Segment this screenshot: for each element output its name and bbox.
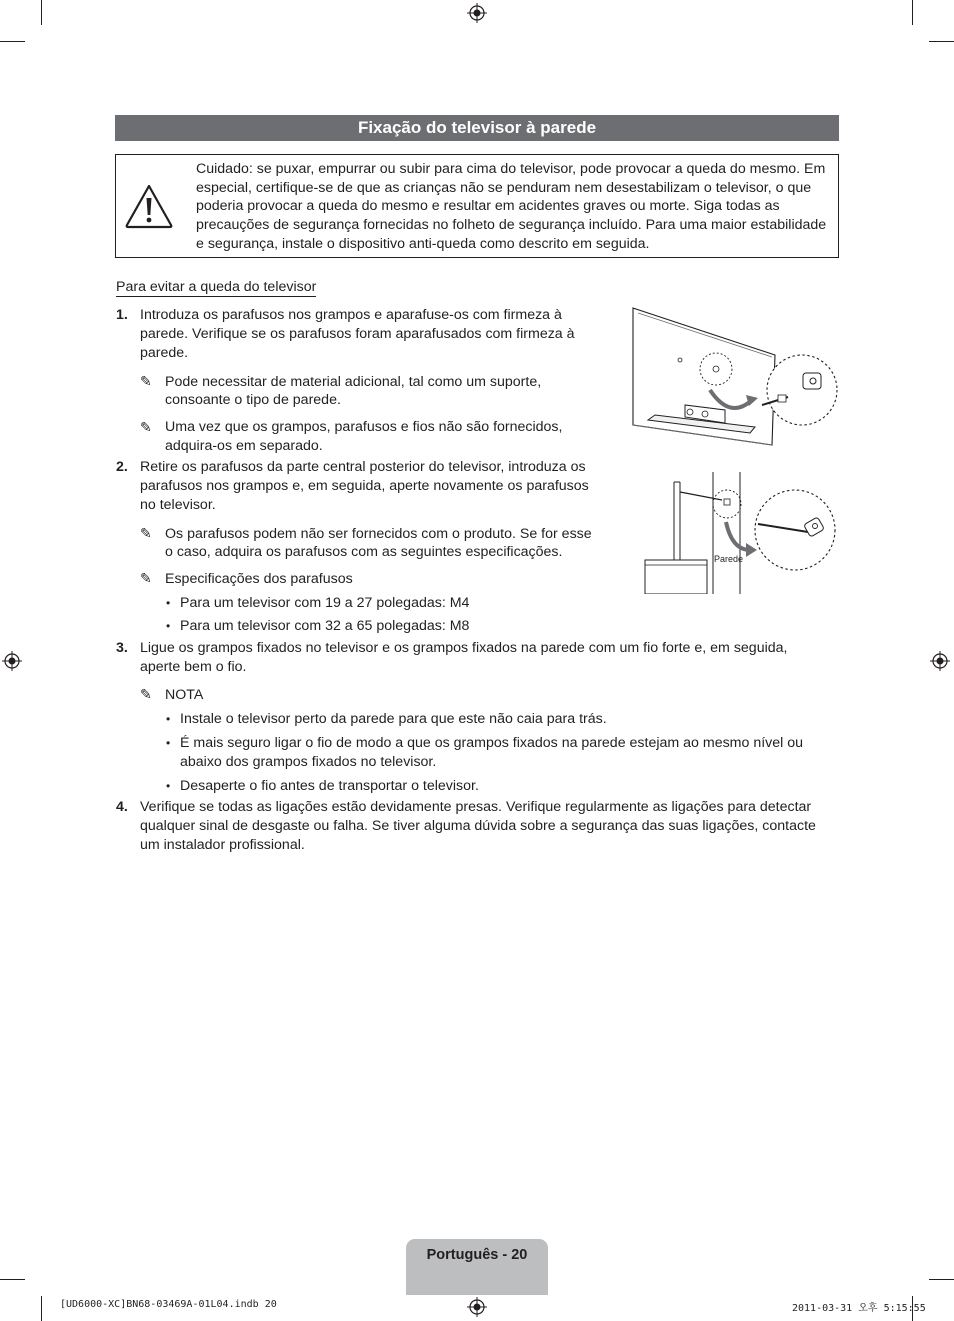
page-number: Português - 20 — [426, 1247, 528, 1263]
bullet-icon: • — [166, 712, 171, 726]
crop-mark — [929, 1279, 954, 1280]
step-line: Ligue os grampos fixados no televisor e os grampos fixados na parede com um fio forte e, em seguida, — [140, 640, 788, 656]
note-line: NOTA — [165, 687, 204, 703]
note-line: Especificações dos parafusos — [165, 571, 353, 587]
step-line: parede. — [140, 345, 189, 361]
caution-body: : se puxar, empurrar ou subir para cima do televisor, pode provocar a queda do mesmo. Em especial, certifique-se de que as crianças não se penduram nem desestabilizam o televisor, o que poderia provocar a queda do mesmo e resultar em acidentes graves ou morte. Siga todas as precauções de segurança fornecidas no folheto de segurança incluído. Para uma maior estabilidade e segurança, instale o dispositivo anti-queda como descrito em seguida. — [196, 161, 827, 252]
registration-mark-icon — [467, 3, 487, 23]
note-pen-icon: ✎ — [140, 570, 152, 586]
bullet-text: Para um televisor com 32 a 65 polegadas: M8 — [180, 618, 470, 634]
step-line: no televisor. — [140, 497, 216, 513]
note-line: o caso, adquira os parafusos com as seguintes especificações. — [165, 544, 563, 560]
note-line: Pode necessitar de material adicional, tal como um suporte, — [165, 374, 542, 390]
note-pen-icon: ✎ — [140, 373, 152, 389]
note-line: Uma vez que os grampos, parafusos e fios não são fornecidos, — [165, 419, 563, 435]
crop-mark — [929, 41, 954, 42]
step-line: parafusos nos grampos e, em seguida, aperte novamente os parafusos — [140, 478, 589, 494]
print-date-info: 2011-03-31 오후 5:15:55 — [792, 1303, 926, 1314]
crop-mark — [0, 1279, 25, 1280]
step-line: Introduza os parafusos nos grampos e aparafuse-os com firmeza à — [140, 307, 562, 323]
caution-box — [115, 154, 839, 258]
step-number: 4. — [116, 799, 128, 815]
step-line: Verifique se todas as ligações estão devidamente presas. Verifique regularmente as ligações para detectar — [140, 799, 812, 815]
print-file-info: [UD6000-XC]BN68-03469A-01L04.indb 20 — [60, 1299, 277, 1310]
note-line: consoante o tipo de parede. — [165, 392, 341, 408]
note-pen-icon: ✎ — [140, 419, 152, 435]
note-line: Os parafusos podem não ser fornecidos com o produto. Se for esse — [165, 526, 592, 542]
bullet-text: Desaperte o fio antes de transportar o televisor. — [180, 778, 479, 794]
note-pen-icon: ✎ — [140, 525, 152, 541]
note-line: adquira-os em separado. — [165, 438, 323, 454]
crop-mark — [0, 41, 25, 42]
step-number: 1. — [116, 307, 128, 323]
bullet-icon: • — [166, 779, 171, 793]
step-line: qualquer sinal de desgaste ou falha. Se tiver alguma dúvida sobre a segurança das suas ligações, contacte — [140, 818, 816, 834]
bullet-text: Instale o televisor perto da parede para que este não caia para trás. — [180, 711, 607, 727]
step-number: 2. — [116, 459, 128, 475]
section-title: Fixação do televisor à parede — [115, 115, 839, 141]
step-number: 3. — [116, 640, 128, 656]
caution-text — [196, 160, 828, 254]
step-line: parede. Verifique se os parafusos foram aparafusados com firmeza à — [140, 326, 575, 342]
bullet-icon: • — [166, 736, 171, 750]
wall-label: Parede — [714, 554, 744, 564]
tv-back-screw-figure — [630, 305, 840, 450]
step-line: Retire os parafusos da parte central posterior do televisor, introduza os — [140, 459, 586, 475]
bullet-text: Para um televisor com 19 a 27 polegadas: M4 — [180, 595, 470, 611]
tv-wall-wire-figure — [640, 472, 840, 594]
subheading: Para evitar a queda do televisor — [116, 279, 317, 295]
crop-mark — [41, 1296, 42, 1321]
crop-mark — [41, 0, 42, 25]
note-pen-icon: ✎ — [140, 686, 152, 702]
caution-label: Cuidado — [196, 161, 249, 177]
bullet-icon: • — [166, 619, 171, 633]
registration-mark-icon — [2, 651, 22, 671]
registration-mark-icon — [930, 651, 950, 671]
crop-mark — [912, 0, 913, 25]
warning-triangle-icon — [124, 183, 174, 229]
step-line: aperte bem o fio. — [140, 659, 247, 675]
registration-mark-icon — [467, 1297, 487, 1317]
step-line: um instalador profissional. — [140, 837, 305, 853]
bullet-text: É mais seguro ligar o fio de modo a que os grampos fixados na parede estejam ao mesmo nível ou — [180, 735, 804, 751]
bullet-icon: • — [166, 596, 171, 610]
bullet-text: abaixo dos grampos fixados no televisor. — [180, 754, 437, 770]
